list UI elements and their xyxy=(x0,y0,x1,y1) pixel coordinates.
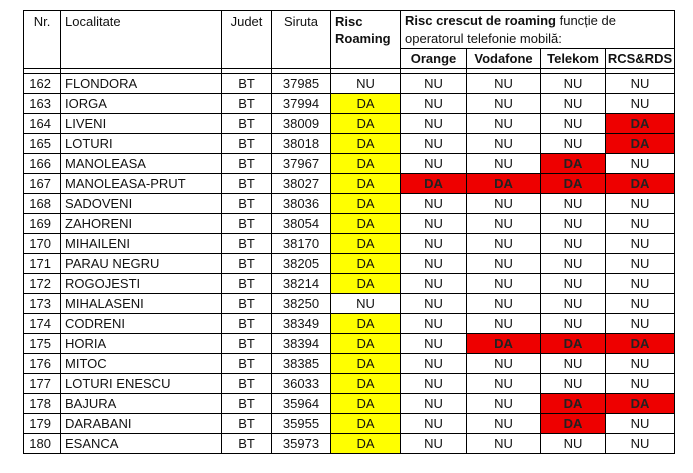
cell-siruta: 38027 xyxy=(272,174,331,194)
cell-rcs-rds: DA xyxy=(606,134,675,154)
cell-siruta: 38036 xyxy=(272,194,331,214)
cell-vodafone: NU xyxy=(467,214,541,234)
header-risc-roaming-text: Risc Roaming xyxy=(335,14,391,46)
cell-siruta: 38009 xyxy=(272,114,331,134)
cell-risc-roaming: DA xyxy=(331,434,401,454)
roaming-risk-table xyxy=(23,10,675,454)
cell-telekom: DA xyxy=(541,174,606,194)
cell-telekom: DA xyxy=(541,394,606,414)
cell-siruta: 38394 xyxy=(272,334,331,354)
table-row xyxy=(24,134,675,154)
cell-localitate: MANOLEASA-PRUT xyxy=(61,174,222,194)
cell-telekom: NU xyxy=(541,294,606,314)
header-judet: Judet xyxy=(222,11,272,69)
cell-siruta: 35973 xyxy=(272,434,331,454)
cell-nr: 175 xyxy=(24,334,61,354)
cell-orange: NU xyxy=(401,274,467,294)
cell-siruta: 38385 xyxy=(272,354,331,374)
cell-orange: NU xyxy=(401,94,467,114)
cell-judet: BT xyxy=(222,94,272,114)
cell-localitate: MANOLEASA xyxy=(61,154,222,174)
cell-judet: BT xyxy=(222,354,272,374)
cell-vodafone: NU xyxy=(467,154,541,174)
cell-nr: 178 xyxy=(24,394,61,414)
cell-risc-roaming: NU xyxy=(331,74,401,94)
cell-vodafone: NU xyxy=(467,134,541,154)
cell-telekom: NU xyxy=(541,194,606,214)
cell-telekom: DA xyxy=(541,154,606,174)
cell-telekom: NU xyxy=(541,234,606,254)
cell-orange: NU xyxy=(401,334,467,354)
cell-orange: NU xyxy=(401,194,467,214)
cell-risc-roaming: DA xyxy=(331,214,401,234)
cell-orange: NU xyxy=(401,134,467,154)
cell-siruta: 38250 xyxy=(272,294,331,314)
cell-vodafone: NU xyxy=(467,114,541,134)
cell-localitate: ROGOJESTI xyxy=(61,274,222,294)
cell-localitate: BAJURA xyxy=(61,394,222,414)
table-row xyxy=(24,354,675,374)
cell-siruta: 37985 xyxy=(272,74,331,94)
header-orange: Orange xyxy=(401,49,467,69)
cell-rcs-rds: NU xyxy=(606,314,675,334)
cell-localitate: IORGA xyxy=(61,94,222,114)
header-risc-crescut-bold: Risc crescut de roaming xyxy=(405,13,556,28)
cell-rcs-rds: NU xyxy=(606,274,675,294)
cell-siruta: 37967 xyxy=(272,154,331,174)
cell-siruta: 38349 xyxy=(272,314,331,334)
cell-risc-roaming: DA xyxy=(331,114,401,134)
cell-orange: NU xyxy=(401,154,467,174)
cell-nr: 170 xyxy=(24,234,61,254)
cell-orange: NU xyxy=(401,234,467,254)
cell-rcs-rds: NU xyxy=(606,294,675,314)
cell-localitate: DARABANI xyxy=(61,414,222,434)
cell-nr: 162 xyxy=(24,74,61,94)
cell-judet: BT xyxy=(222,174,272,194)
cell-vodafone: NU xyxy=(467,234,541,254)
table-row xyxy=(24,214,675,234)
cell-judet: BT xyxy=(222,134,272,154)
cell-vodafone: NU xyxy=(467,74,541,94)
cell-localitate: ESANCA xyxy=(61,434,222,454)
table-row xyxy=(24,434,675,454)
cell-rcs-rds: NU xyxy=(606,154,675,174)
cell-rcs-rds: NU xyxy=(606,254,675,274)
cell-judet: BT xyxy=(222,74,272,94)
cell-risc-roaming: DA xyxy=(331,374,401,394)
cell-nr: 164 xyxy=(24,114,61,134)
cell-orange: NU xyxy=(401,314,467,334)
cell-vodafone: NU xyxy=(467,374,541,394)
cell-nr: 176 xyxy=(24,354,61,374)
table-body xyxy=(24,74,675,454)
cell-judet: BT xyxy=(222,254,272,274)
cell-judet: BT xyxy=(222,214,272,234)
cell-risc-roaming: DA xyxy=(331,234,401,254)
cell-nr: 174 xyxy=(24,314,61,334)
cell-vodafone: NU xyxy=(467,274,541,294)
cell-judet: BT xyxy=(222,114,272,134)
cell-localitate: HORIA xyxy=(61,334,222,354)
cell-localitate: LOTURI xyxy=(61,134,222,154)
table-row xyxy=(24,74,675,94)
cell-risc-roaming: DA xyxy=(331,194,401,214)
table-row xyxy=(24,254,675,274)
cell-vodafone: NU xyxy=(467,294,541,314)
cell-rcs-rds: DA xyxy=(606,114,675,134)
cell-nr: 172 xyxy=(24,274,61,294)
cell-judet: BT xyxy=(222,274,272,294)
header-vodafone: Vodafone xyxy=(467,49,541,69)
cell-risc-roaming: DA xyxy=(331,414,401,434)
cell-orange: NU xyxy=(401,114,467,134)
cell-rcs-rds: DA xyxy=(606,334,675,354)
cell-vodafone: DA xyxy=(467,334,541,354)
cell-risc-roaming: DA xyxy=(331,354,401,374)
cell-localitate: LOTURI ENESCU xyxy=(61,374,222,394)
cell-vodafone: NU xyxy=(467,394,541,414)
cell-rcs-rds: NU xyxy=(606,414,675,434)
cell-orange: NU xyxy=(401,394,467,414)
header-risc-roaming xyxy=(331,11,401,69)
cell-telekom: NU xyxy=(541,314,606,334)
cell-localitate: FLONDORA xyxy=(61,74,222,94)
cell-risc-roaming: DA xyxy=(331,94,401,114)
table-row xyxy=(24,394,675,414)
table-row xyxy=(24,294,675,314)
cell-judet: BT xyxy=(222,314,272,334)
cell-orange: NU xyxy=(401,294,467,314)
cell-judet: BT xyxy=(222,194,272,214)
cell-judet: BT xyxy=(222,374,272,394)
cell-risc-roaming: DA xyxy=(331,274,401,294)
cell-siruta: 38018 xyxy=(272,134,331,154)
cell-localitate: MIHAILENI xyxy=(61,234,222,254)
cell-vodafone: NU xyxy=(467,354,541,374)
cell-rcs-rds: DA xyxy=(606,394,675,414)
header-nr: Nr. xyxy=(24,11,61,69)
cell-siruta: 35964 xyxy=(272,394,331,414)
table-row xyxy=(24,94,675,114)
table-row xyxy=(24,234,675,254)
cell-orange: DA xyxy=(401,174,467,194)
cell-localitate: CODRENI xyxy=(61,314,222,334)
cell-telekom: NU xyxy=(541,74,606,94)
header-telekom: Telekom xyxy=(541,49,606,69)
cell-siruta: 36033 xyxy=(272,374,331,394)
cell-vodafone: NU xyxy=(467,94,541,114)
cell-nr: 180 xyxy=(24,434,61,454)
cell-risc-roaming: NU xyxy=(331,294,401,314)
cell-risc-roaming: DA xyxy=(331,314,401,334)
cell-rcs-rds: DA xyxy=(606,174,675,194)
cell-nr: 163 xyxy=(24,94,61,114)
cell-telekom: NU xyxy=(541,254,606,274)
cell-vodafone: NU xyxy=(467,414,541,434)
cell-telekom: NU xyxy=(541,374,606,394)
cell-nr: 173 xyxy=(24,294,61,314)
header-localitate: Localitate xyxy=(61,11,222,69)
cell-nr: 177 xyxy=(24,374,61,394)
cell-telekom: NU xyxy=(541,354,606,374)
cell-rcs-rds: NU xyxy=(606,374,675,394)
cell-judet: BT xyxy=(222,294,272,314)
cell-risc-roaming: DA xyxy=(331,254,401,274)
cell-orange: NU xyxy=(401,214,467,234)
cell-localitate: SADOVENI xyxy=(61,194,222,214)
cell-risc-roaming: DA xyxy=(331,334,401,354)
cell-rcs-rds: NU xyxy=(606,194,675,214)
cell-localitate: MITOC xyxy=(61,354,222,374)
cell-telekom: NU xyxy=(541,134,606,154)
header-row xyxy=(24,11,675,49)
table-row xyxy=(24,314,675,334)
cell-orange: NU xyxy=(401,434,467,454)
cell-orange: NU xyxy=(401,354,467,374)
cell-orange: NU xyxy=(401,74,467,94)
cell-nr: 165 xyxy=(24,134,61,154)
cell-nr: 168 xyxy=(24,194,61,214)
table-row xyxy=(24,154,675,174)
header-risc-crescut xyxy=(401,11,675,49)
cell-orange: NU xyxy=(401,414,467,434)
cell-nr: 171 xyxy=(24,254,61,274)
table-row xyxy=(24,274,675,294)
cell-rcs-rds: NU xyxy=(606,234,675,254)
cell-judet: BT xyxy=(222,394,272,414)
cell-risc-roaming: DA xyxy=(331,154,401,174)
cell-siruta: 38054 xyxy=(272,214,331,234)
cell-telekom: NU xyxy=(541,214,606,234)
table-row xyxy=(24,174,675,194)
cell-orange: NU xyxy=(401,374,467,394)
cell-rcs-rds: NU xyxy=(606,74,675,94)
cell-localitate: LIVENI xyxy=(61,114,222,134)
header-risc-crescut-rest: funcție de operatorul telefonie mobilă: xyxy=(405,13,616,46)
cell-risc-roaming: DA xyxy=(331,134,401,154)
cell-telekom: NU xyxy=(541,94,606,114)
cell-vodafone: NU xyxy=(467,434,541,454)
cell-siruta: 37994 xyxy=(272,94,331,114)
header-siruta: Siruta xyxy=(272,11,331,69)
cell-telekom: NU xyxy=(541,274,606,294)
cell-telekom: NU xyxy=(541,434,606,454)
cell-orange: NU xyxy=(401,254,467,274)
cell-risc-roaming: DA xyxy=(331,394,401,414)
cell-judet: BT xyxy=(222,414,272,434)
header-rcs-rds: RCS&RDS xyxy=(606,49,675,69)
cell-nr: 167 xyxy=(24,174,61,194)
table-row xyxy=(24,194,675,214)
cell-judet: BT xyxy=(222,434,272,454)
cell-judet: BT xyxy=(222,154,272,174)
cell-siruta: 38170 xyxy=(272,234,331,254)
cell-judet: BT xyxy=(222,234,272,254)
cell-nr: 166 xyxy=(24,154,61,174)
cell-vodafone: NU xyxy=(467,194,541,214)
cell-rcs-rds: NU xyxy=(606,214,675,234)
cell-judet: BT xyxy=(222,334,272,354)
cell-telekom: NU xyxy=(541,114,606,134)
table-row xyxy=(24,114,675,134)
cell-vodafone: NU xyxy=(467,314,541,334)
cell-siruta: 38214 xyxy=(272,274,331,294)
cell-nr: 169 xyxy=(24,214,61,234)
table-row xyxy=(24,414,675,434)
cell-localitate: ZAHORENI xyxy=(61,214,222,234)
cell-rcs-rds: NU xyxy=(606,354,675,374)
table-row xyxy=(24,334,675,354)
cell-rcs-rds: NU xyxy=(606,434,675,454)
cell-siruta: 38205 xyxy=(272,254,331,274)
cell-risc-roaming: DA xyxy=(331,174,401,194)
cell-siruta: 35955 xyxy=(272,414,331,434)
cell-rcs-rds: NU xyxy=(606,94,675,114)
cell-localitate: MIHALASENI xyxy=(61,294,222,314)
cell-vodafone: DA xyxy=(467,174,541,194)
cell-nr: 179 xyxy=(24,414,61,434)
cell-telekom: DA xyxy=(541,334,606,354)
table-row xyxy=(24,374,675,394)
cell-telekom: DA xyxy=(541,414,606,434)
cell-vodafone: NU xyxy=(467,254,541,274)
cell-localitate: PARAU NEGRU xyxy=(61,254,222,274)
